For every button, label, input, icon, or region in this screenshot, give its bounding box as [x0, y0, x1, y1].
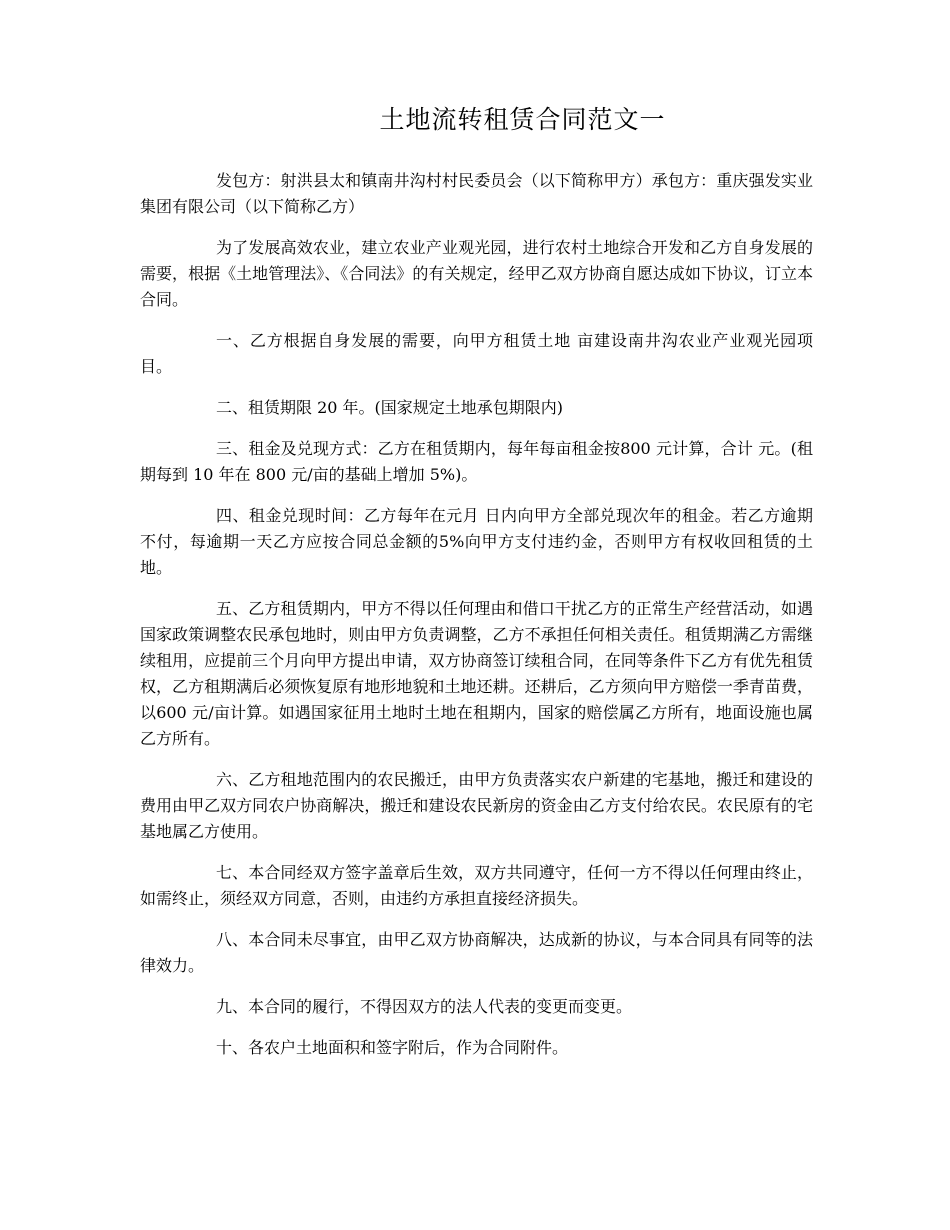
paragraph-parties: 发包方：射洪县太和镇南井沟村村民委员会（以下简称甲方）承包方：重庆强发实业集团有限公司（以下简称乙方） [140, 171, 813, 216]
paragraph-clause-4: 四、租金兑现时间：乙方每年在元月 日内向甲方全部兑现次年的租金。若乙方逾期不付，每逾期一天乙方应按合同总金额的5%向甲方支付违约金，否则甲方有权收回租赁的土地。 [140, 506, 813, 577]
paragraph-clause-10: 十、各农户土地面积和签字附后，作为合同附件。 [216, 1038, 569, 1057]
paragraph-clause-1: 一、乙方根据自身发展的需要，向甲方租赁土地 亩建设南井沟农业产业观光园项目。 [140, 331, 813, 376]
paragraph-clause-6: 六、乙方租地范围内的农民搬迁，由甲方负责落实农户新建的宅基地，搬迁和建设的费用由甲乙双方同农户协商解决，搬迁和建设农民新房的资金由乙方支付给农民。农民原有的宅基地属乙方使用。 [140, 770, 813, 841]
paragraph-clause-9: 九、本合同的履行，不得因双方的法人代表的变更而变更。 [216, 997, 633, 1016]
document-body [140, 168, 813, 1076]
paragraph-preamble: 为了发展高效农业，建立农业产业观光园，进行农村土地综合开发和乙方自身发展的需要，根据《土地管理法》、《合同法》的有关规定，经甲乙双方协商自愿达成如下协议，订立本合同。 [140, 238, 813, 309]
paragraph-clause-5: 五、乙方租赁期内，甲方不得以任何理由和借口干扰乙方的正常生产经营活动，如遇国家政策调整农民承包地时，则由甲方负责调整，乙方不承担任何相关责任。租赁期满乙方需继续租用，应提前三个月向甲方提出申请，双方协商签订续租合同，在同等条件下乙方有优先租赁权，乙方租期满后必须恢复原有地形地貌和土地还耕。还耕后，乙方须向甲方赔偿一季青苗费，以600 元/亩计算。如遇国家征用土地时土地在租期内，国家的赔偿属乙方所有，地面设施也属乙方所有。 [140, 599, 813, 748]
paragraph-clause-7: 七、本合同经双方签字盖章后生效，双方共同遵守，任何一方不得以任何理由终止，如需终止，须经双方同意，否则，由违约方承担直接经济损失。 [140, 863, 813, 908]
paragraph-clause-8: 八、本合同未尽事宜，由甲乙双方协商解决，达成新的协议，与本合同具有同等的法律效力。 [140, 930, 813, 975]
document-title: 土地流转租赁合同范文一 [379, 105, 666, 134]
paragraph-clause-3: 三、租金及兑现方式：乙方在租赁期内，每年每亩租金按800 元计算，合计 元。(租期每到 10 年在 800 元/亩的基础上增加 5%)。 [140, 439, 813, 484]
paragraph-clause-2: 二、租赁期限 20 年。(国家规定土地承包期限内) [216, 398, 564, 417]
